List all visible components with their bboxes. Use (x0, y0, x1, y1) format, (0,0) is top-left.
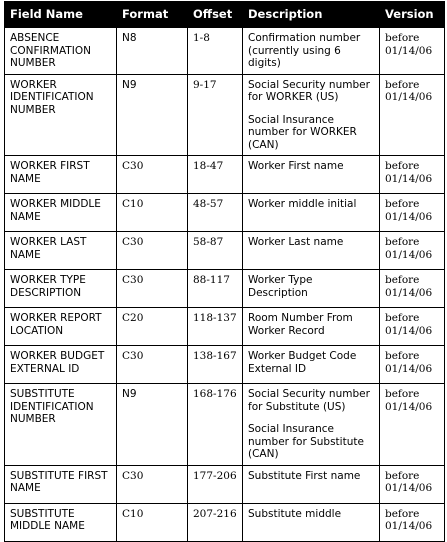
version-cell (380, 232, 445, 270)
description-text: Worker Last name (248, 236, 344, 248)
version-text: before (385, 312, 420, 324)
offset-cell: 18-47 (188, 156, 243, 194)
version-cell (380, 308, 445, 346)
version-text: before (385, 274, 420, 286)
description-cell (243, 270, 380, 308)
version-cell (380, 74, 445, 156)
version-text: 01/14/06 (385, 400, 433, 413)
format-cell: C10 (117, 503, 188, 541)
field-name-cell: WORKER LAST NAME (5, 232, 117, 270)
table-row (5, 28, 445, 75)
field-spec-table (4, 1, 445, 542)
description-text: Worker Budget Code External ID (248, 350, 357, 375)
version-text: before (385, 236, 420, 248)
version-cell (380, 270, 445, 308)
offset-cell: 48-57 (188, 194, 243, 232)
field-name-cell: WORKER IDENTIFICATION NUMBER (5, 74, 117, 156)
description-text: Worker middle initial (248, 198, 357, 210)
version-text: before (385, 350, 420, 362)
table-row (5, 308, 445, 346)
version-text: 01/14/06 (385, 482, 433, 494)
version-text: 01/14/06 (385, 362, 433, 375)
description-cell (243, 28, 380, 75)
header-field-name: Field Name (5, 2, 117, 28)
version-text: 01/14/06 (385, 91, 433, 103)
version-cell (380, 384, 445, 466)
format-cell: N8 (117, 28, 188, 75)
version-text: before (385, 388, 420, 400)
offset-cell: 9-17 (188, 74, 243, 156)
format-cell: N9 (117, 384, 188, 466)
description-cell (243, 156, 380, 194)
version-cell (380, 465, 445, 503)
table-row (5, 270, 445, 308)
version-text: 01/14/06 (385, 44, 433, 57)
version-text: 01/14/06 (385, 248, 433, 261)
field-name-cell: WORKER TYPE DESCRIPTION (5, 270, 117, 308)
format-cell: C30 (117, 232, 188, 270)
format-cell: N9 (117, 74, 188, 156)
field-name-cell: SUBSTITUTE IDENTIFICATION NUMBER (5, 384, 117, 466)
field-name-cell: WORKER BUDGET EXTERNAL ID (5, 346, 117, 384)
format-cell: C30 (117, 465, 188, 503)
description-text: Substitute First name (248, 469, 361, 482)
description-cell (243, 232, 380, 270)
format-cell: C20 (117, 308, 188, 346)
version-text: before (385, 32, 420, 44)
description-text: Worker First name (248, 160, 344, 172)
description-text: Social Insurance number for WORKER (CAN) (248, 113, 357, 151)
header-format: Format (117, 2, 188, 28)
format-cell: C10 (117, 194, 188, 232)
version-text: 01/14/06 (385, 520, 433, 532)
header-offset: Offset (188, 2, 243, 28)
header-row (5, 2, 445, 28)
offset-cell: 118-137 (188, 308, 243, 346)
table-row (5, 465, 445, 503)
version-text: before (385, 198, 420, 210)
version-text: before (385, 78, 420, 91)
version-text: before (385, 507, 420, 520)
description-cell (243, 74, 380, 156)
format-cell: C30 (117, 270, 188, 308)
description-text: Substitute middle (248, 507, 342, 520)
table-header (5, 2, 445, 28)
description-text: Social Security number for WORKER (US) (248, 78, 370, 103)
header-description: Description (243, 2, 380, 28)
table-row (5, 74, 445, 156)
description-cell (243, 384, 380, 466)
version-cell (380, 194, 445, 232)
field-name-cell: WORKER REPORT LOCATION (5, 308, 117, 346)
description-cell (243, 465, 380, 503)
table-row (5, 232, 445, 270)
table-row (5, 346, 445, 384)
version-cell (380, 346, 445, 384)
field-name-cell: SUBSTITUTE MIDDLE NAME (5, 503, 117, 541)
version-cell (380, 503, 445, 541)
field-name-cell: SUBSTITUTE FIRST NAME (5, 465, 117, 503)
format-cell: C30 (117, 156, 188, 194)
table-row (5, 384, 445, 466)
version-text: 01/14/06 (385, 172, 433, 185)
table-row (5, 194, 445, 232)
description-text: Room Number From Worker Record (248, 312, 353, 337)
offset-cell: 88-117 (188, 270, 243, 308)
description-cell (243, 308, 380, 346)
offset-cell: 168-176 (188, 384, 243, 466)
version-text: 01/14/06 (385, 210, 433, 223)
header-version: Version (380, 2, 445, 28)
description-cell (243, 194, 380, 232)
version-text: before (385, 160, 420, 172)
table-row (5, 503, 445, 541)
field-name-cell: WORKER MIDDLE NAME (5, 194, 117, 232)
version-text: 01/14/06 (385, 324, 433, 337)
description-text: Confirmation number (currently using 6 digits) (248, 32, 361, 69)
version-cell (380, 28, 445, 75)
offset-cell: 177-206 (188, 465, 243, 503)
description-text: Worker Type Description (248, 274, 313, 299)
format-cell: C30 (117, 346, 188, 384)
offset-cell: 58-87 (188, 232, 243, 270)
description-text: Social Security number for Substitute (US) (248, 388, 370, 413)
table-row (5, 156, 445, 194)
version-cell (380, 156, 445, 194)
field-name-cell: WORKER FIRST NAME (5, 156, 117, 194)
version-text: 01/14/06 (385, 286, 433, 299)
description-cell (243, 346, 380, 384)
offset-cell: 138-167 (188, 346, 243, 384)
offset-cell: 207-216 (188, 503, 243, 541)
table-body (5, 28, 445, 542)
offset-cell: 1-8 (188, 28, 243, 75)
description-text: Social Insurance number for Substitute (CAN) (248, 423, 364, 460)
description-cell (243, 503, 380, 541)
version-text: before (385, 469, 420, 482)
field-name-cell: ABSENCE CONFIRMATION NUMBER (5, 28, 117, 75)
